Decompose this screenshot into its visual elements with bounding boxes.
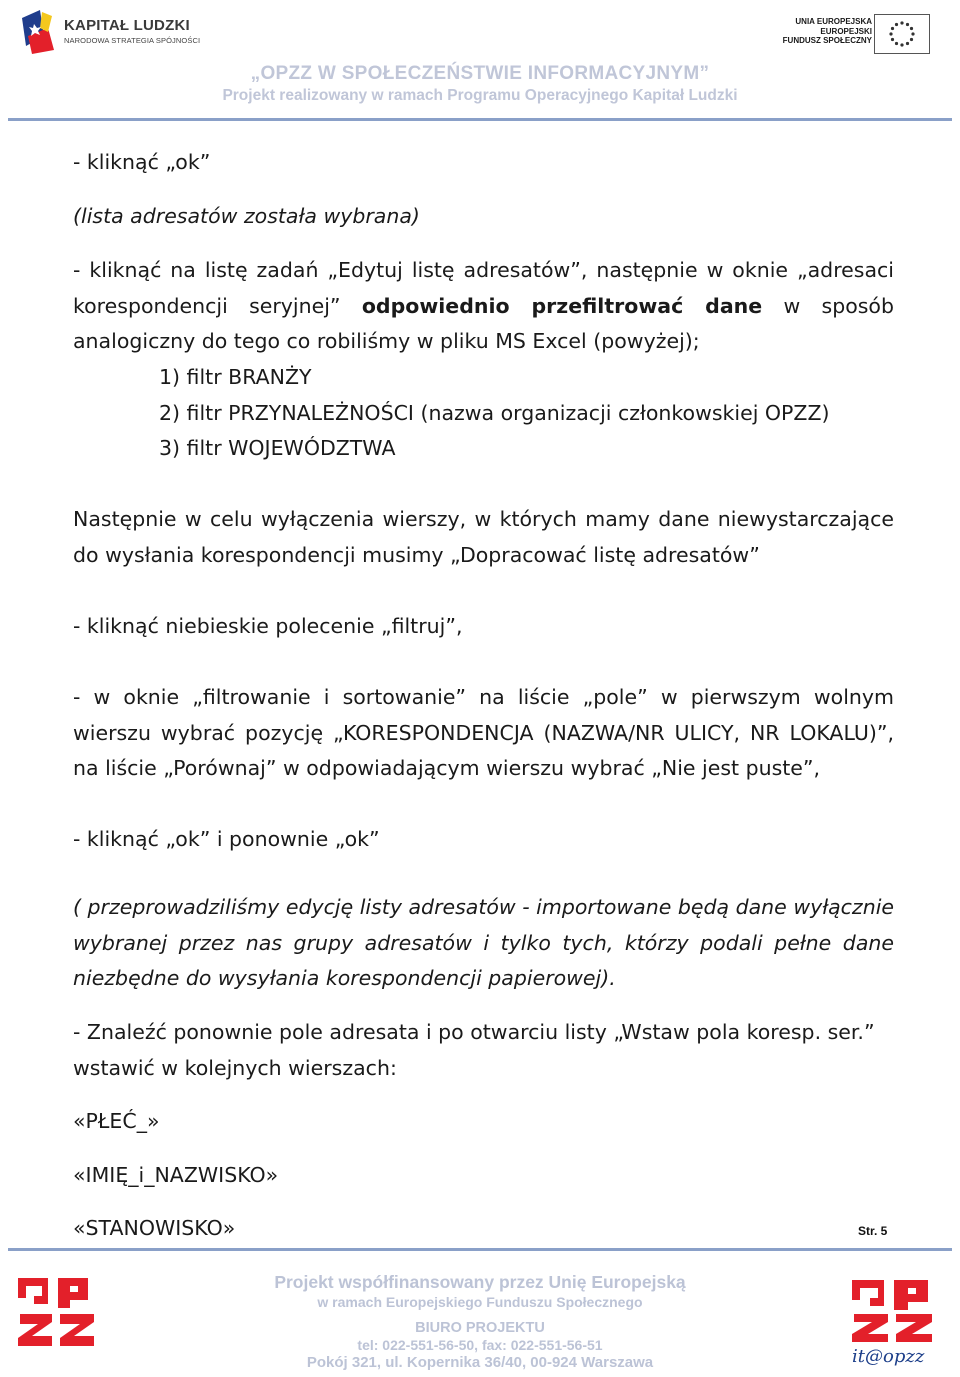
instruction-edit-list-part2: w sposób analogiczny do tego co robiliśmy w pliku MS Excel (powyżej);	[73, 293, 894, 353]
instruction-edit-list-part1: - kliknąć na listę zadań „Edytuj listę adresatów”, następnie w oknie „adresaci korespondencji seryjnej”	[73, 258, 894, 318]
eu-logo-line3: FUNDUSZ SPOŁECZNY	[782, 36, 872, 45]
header-divider	[8, 118, 952, 121]
merge-field-position: «STANOWISKO»	[73, 1216, 236, 1240]
kapital-ludzki-title: KAPITAŁ LUDZKI	[64, 17, 190, 34]
header-subtitle: Projekt realizowany w ramach Programu Operacyjnego Kapitał Ludzki	[222, 87, 738, 104]
note-list-selected: (lista adresatów została wybrana)	[73, 204, 420, 228]
footer-address: Pokój 321, ul. Kopernika 36/40, 00-924 Warszawa	[306, 1354, 654, 1371]
note-list-edited: ( przeprowadziliśmy edycję listy adresatów - importowane będą dane wyłącznie wybranej przez nas grupy adresatów i tylko tych, którzy podali pełne dane niezbędne do wysyłania korespondencji papierowej).	[73, 895, 894, 990]
instruction-click-ok: - kliknąć „ok”	[73, 150, 211, 174]
kapital-ludzki-subtitle: NARODOWA STRATEGIA SPÓJNOŚCI	[64, 36, 201, 45]
list-item: 2) filtr PRZYNALEŻNOŚCI (nazwa organizacji członkowskiej OPZZ)	[159, 400, 830, 425]
merge-field-name: «IMIĘ_i_NAZWISKO»	[73, 1163, 279, 1187]
instruction-edit-list-bold: odpowiednio przefiltrować dane	[361, 293, 763, 318]
header-title: „OPZZ W SPOŁECZEŃSTWIE INFORMACYJNYM”	[250, 63, 710, 84]
footer-phone: tel: 022-551-56-50, fax: 022-551-56-51	[357, 1337, 603, 1353]
filter-list	[159, 360, 829, 467]
instruction-click-filter: - kliknąć niebieskie polecenie „filtruj”,	[73, 614, 463, 638]
footer-cofinanced: Projekt współfinansowany przez Unię Europejską	[274, 1272, 686, 1292]
eu-logo	[782, 12, 932, 54]
list-item: 3) filtr WOJEWÓDZTWA	[159, 436, 396, 460]
it-opzz-caption: it@opzz	[852, 1346, 925, 1367]
instruction-insert-fields: - Znaleźć ponownie pole adresata i po otwarciu listy „Wstaw pola koresp. ser.” wstawić w kolejnych wierszach:	[73, 1020, 875, 1080]
page-number: Str. 5	[858, 1224, 888, 1238]
paragraph-next-step: Następnie w celu wyłączenia wierszy, w których mamy dane niewystarczające do wysłania korespondencji musimy „Dopracować listę adresatów”	[73, 507, 894, 567]
footer-efs: w ramach Europejskiego Funduszu Społecznego	[317, 1294, 643, 1310]
eu-logo-line2: EUROPEJSKI	[820, 26, 872, 36]
instruction-click-ok-twice: - kliknąć „ok” i ponownie „ok”	[73, 827, 380, 851]
instruction-filter-window: - w oknie „filtrowanie i sortowanie” na liście „pole” w pierwszym wolnym wierszu wybrać pozycję „KORESPONDENCJA (NAZWA/NR ULICY, NR LOKALU)”, na liście „Porównaj” w odpowiadającym wierszu wybrać „Nie jest puste”,	[73, 685, 894, 780]
merge-field-gender: «PŁEĆ_»	[73, 1109, 160, 1133]
list-item: 1) filtr BRANŻY	[159, 365, 312, 389]
eu-flag-icon	[874, 14, 930, 54]
footer-divider	[8, 1248, 952, 1251]
eu-logo-line1: UNIA EUROPEJSKA	[795, 17, 872, 26]
page-header	[0, 0, 960, 125]
footer-office: BIURO PROJEKTU	[415, 1320, 545, 1336]
instruction-edit-list	[73, 253, 894, 360]
